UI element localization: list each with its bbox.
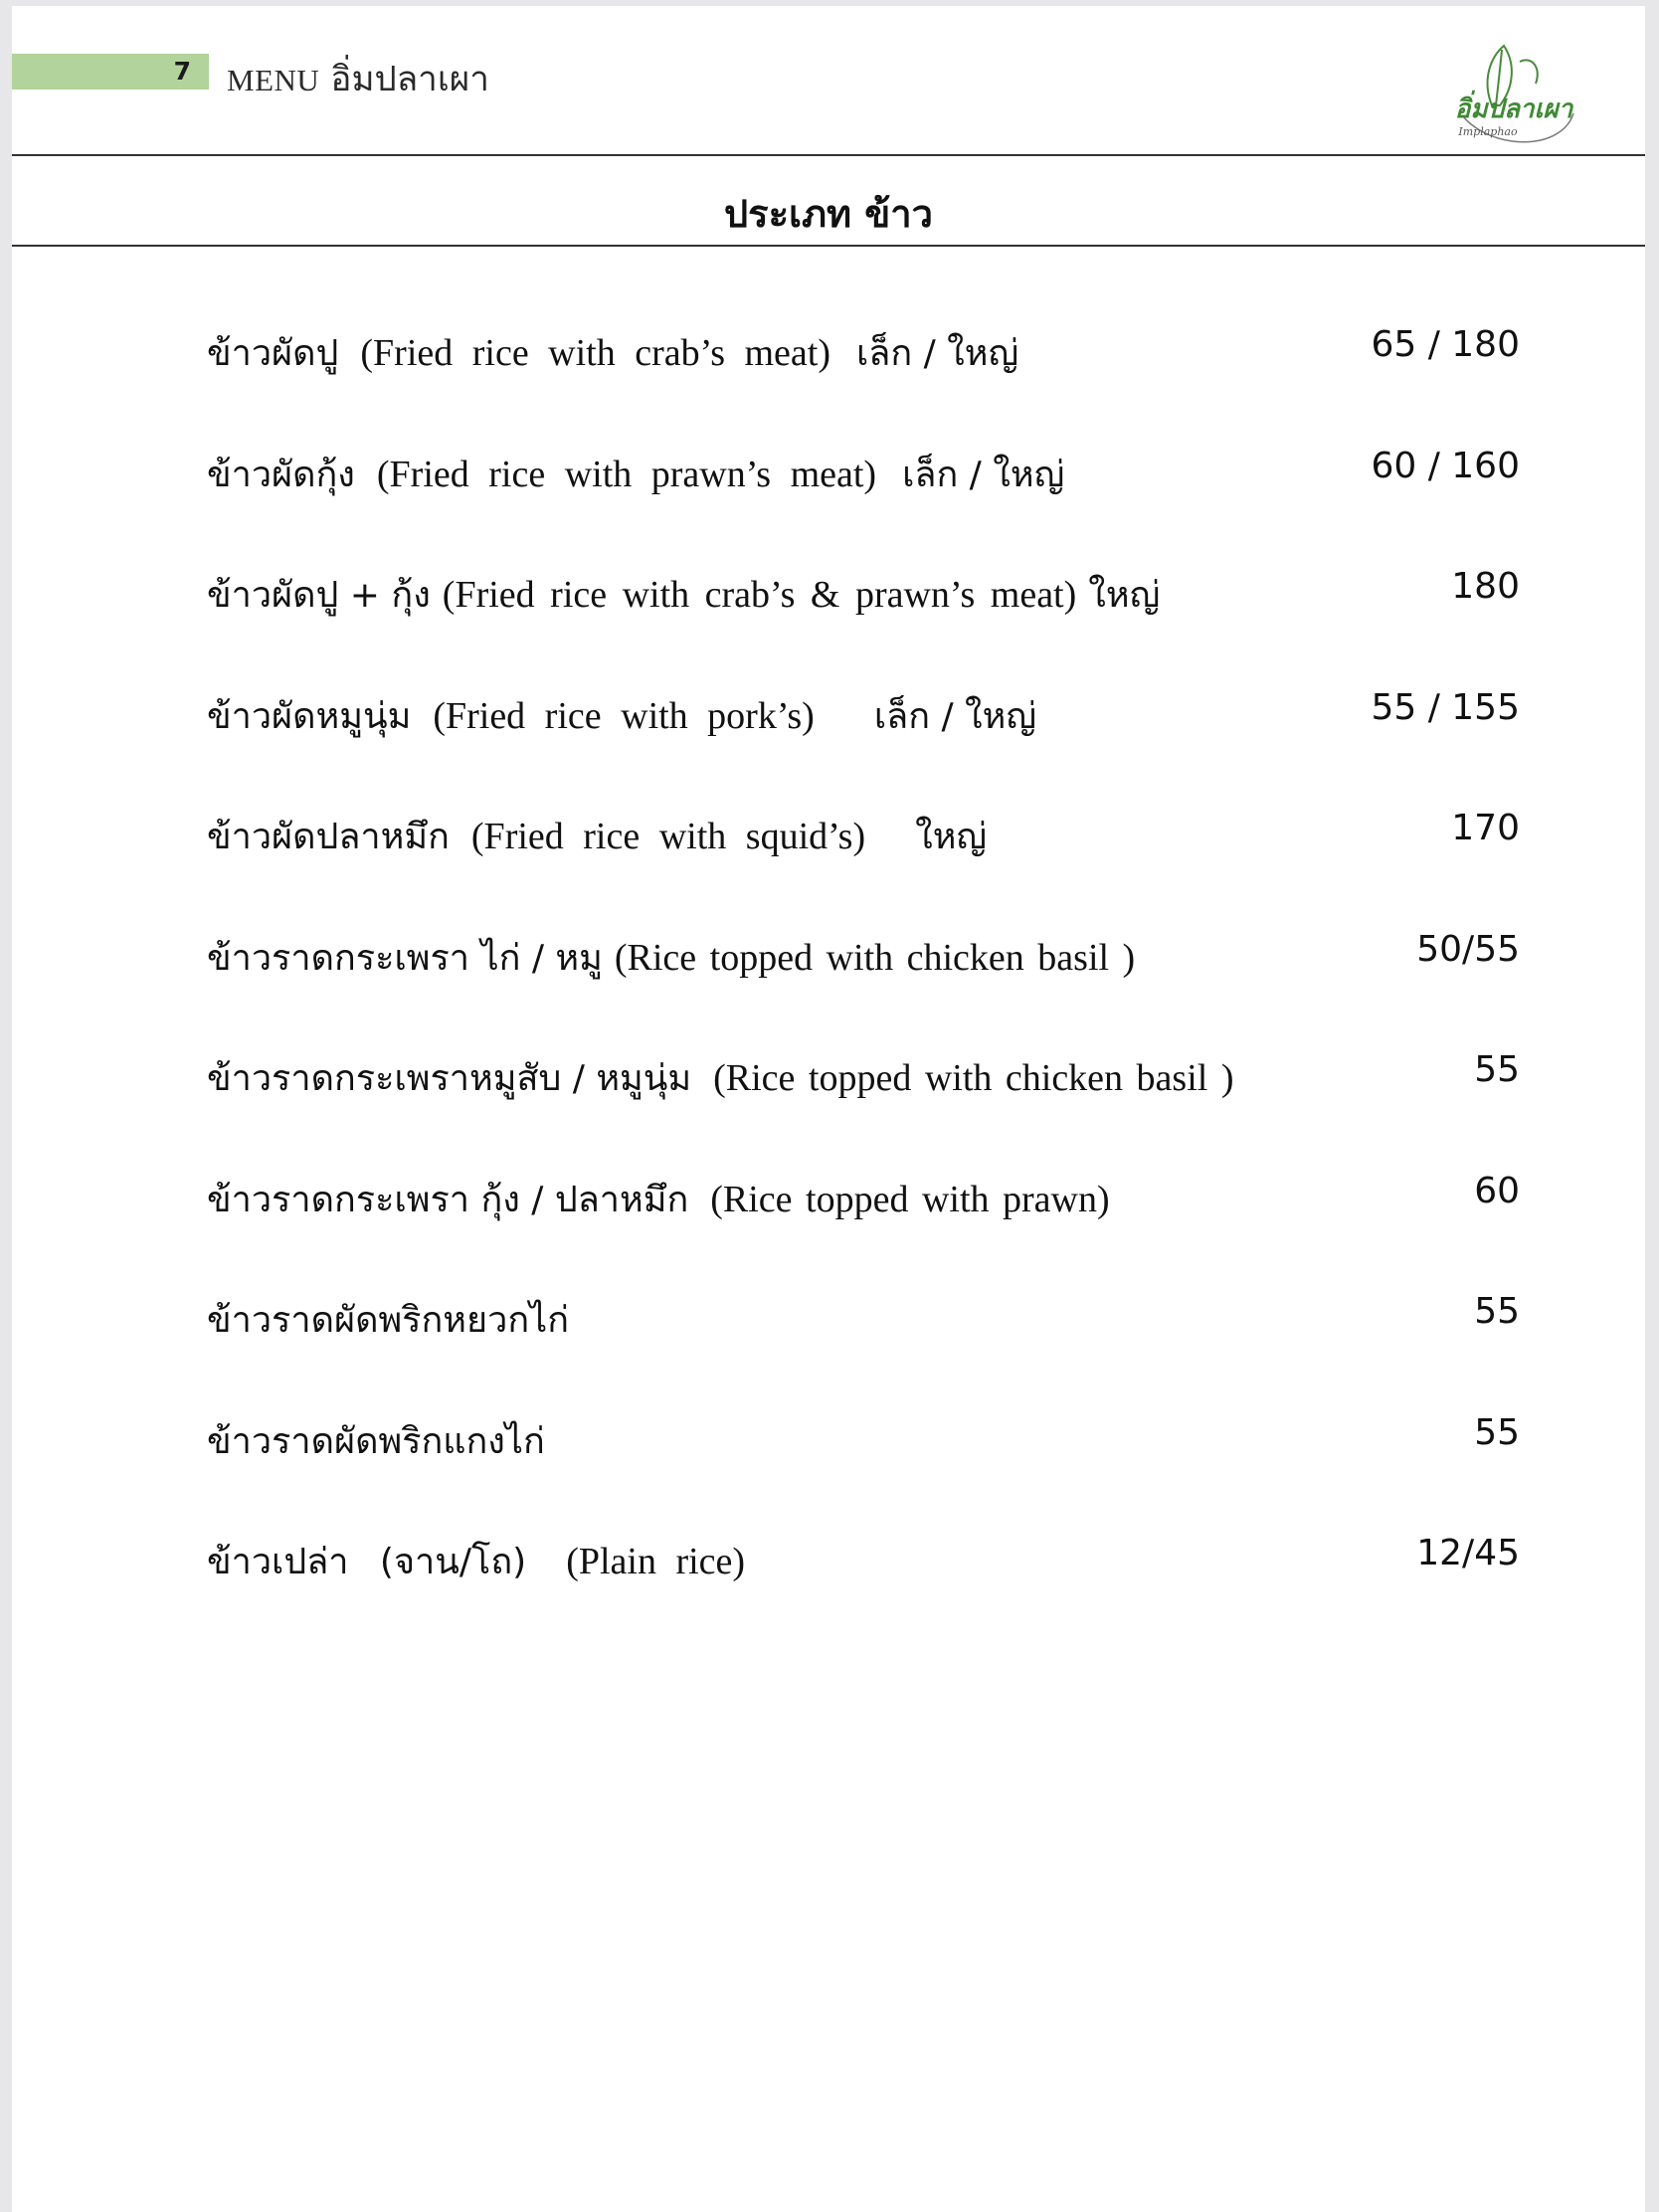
item-name bbox=[207, 324, 1018, 381]
item-thai-name: ข้าวผัดปู bbox=[207, 333, 339, 374]
item-price: 60 / 160 bbox=[1371, 445, 1520, 486]
item-price: 55 / 155 bbox=[1371, 686, 1520, 728]
item-english-name: (Fried rice with pork’s) bbox=[433, 694, 815, 737]
menu-item bbox=[207, 324, 1520, 446]
item-thai-name: ข้าวเปล่า (จาน/โถ) bbox=[207, 1542, 527, 1582]
item-price: 55 bbox=[1474, 1291, 1520, 1332]
item-english-name: (Fried rice with crab’s & prawn’s meat) bbox=[442, 574, 1077, 616]
item-english-name: (Fried rice with prawn’s meat) bbox=[376, 453, 877, 495]
item-thai-name: ข้าวราดกระเพรา ไก่ / หมู bbox=[207, 937, 603, 979]
menu-item bbox=[207, 687, 1520, 809]
item-name bbox=[207, 566, 1160, 623]
menu-item bbox=[207, 808, 1520, 929]
running-head-menu: MENU bbox=[227, 63, 320, 97]
menu-item bbox=[207, 1291, 1520, 1412]
menu-item bbox=[207, 1049, 1520, 1171]
item-size: ใหญ่ bbox=[1088, 575, 1161, 616]
item-price: 65 / 180 bbox=[1371, 324, 1520, 365]
menu-item bbox=[207, 929, 1520, 1050]
menu-item bbox=[207, 1412, 1520, 1534]
running-head-restaurant: อิ่มปลาเผา bbox=[330, 60, 489, 99]
menu-list bbox=[207, 324, 1520, 1654]
menu-item bbox=[207, 1171, 1520, 1292]
item-thai-name: ข้าวผัดปลาหมึก bbox=[207, 817, 450, 857]
item-name bbox=[207, 808, 987, 864]
restaurant-logo bbox=[1432, 36, 1591, 155]
item-english-name: (Rice topped with prawn) bbox=[710, 1178, 1110, 1220]
section-title: ประเภท ข้าว bbox=[724, 192, 933, 236]
logo-wordmark: อิ่มปลาเผา bbox=[1454, 94, 1573, 124]
item-name bbox=[207, 446, 1064, 502]
item-size: เล็ก / ใหญ่ bbox=[855, 333, 1019, 374]
item-name bbox=[207, 1533, 745, 1589]
item-thai-name: ข้าวผัดปู + กุ้ง bbox=[207, 575, 431, 616]
item-thai-name: ข้าวผัดกุ้ง bbox=[207, 454, 355, 495]
item-name bbox=[207, 1412, 545, 1469]
item-english-name: (Plain rice) bbox=[566, 1541, 746, 1582]
page-number-tab bbox=[12, 54, 209, 90]
item-size: ใหญ่ bbox=[915, 817, 988, 857]
item-name bbox=[207, 929, 1135, 986]
item-english-name: (Fried rice with crab’s meat) bbox=[360, 332, 830, 374]
item-thai-name: ข้าวราดกระเพรา กุ้ง / ปลาหมึก bbox=[207, 1179, 689, 1220]
section-divider bbox=[12, 245, 1645, 247]
item-english-name: (Rice topped with chicken basil ) bbox=[713, 1057, 1234, 1099]
item-price: 60 bbox=[1474, 1170, 1520, 1211]
item-name bbox=[207, 687, 1036, 744]
item-thai-name: ข้าวผัดหมูนุ่ม bbox=[207, 695, 412, 737]
item-thai-name: ข้าวราดผัดพริกแกงไก่ bbox=[207, 1420, 545, 1462]
item-size: เล็ก / ใหญ่ bbox=[873, 695, 1037, 737]
item-name bbox=[207, 1291, 569, 1348]
running-head bbox=[227, 52, 489, 106]
menu-item bbox=[207, 446, 1520, 567]
item-name bbox=[207, 1171, 1110, 1227]
header-divider bbox=[12, 154, 1645, 156]
item-price: 55 bbox=[1474, 1049, 1520, 1090]
menu-page bbox=[12, 6, 1645, 2212]
item-english-name: (Fried rice with squid’s) bbox=[470, 816, 866, 857]
item-thai-name: ข้าวราดผัดพริกหยวกไก่ bbox=[207, 1300, 570, 1341]
item-size: เล็ก / ใหญ่ bbox=[902, 454, 1065, 495]
item-name bbox=[207, 1049, 1233, 1106]
item-price: 180 bbox=[1451, 566, 1520, 607]
menu-item bbox=[207, 1533, 1520, 1654]
logo-subtext: Implaphao bbox=[1458, 125, 1518, 138]
item-thai-name: ข้าวราดกระเพราหมูสับ / หมูนุ่ม bbox=[207, 1058, 692, 1099]
page-number: 7 bbox=[173, 57, 191, 86]
item-price: 170 bbox=[1451, 808, 1520, 848]
menu-item bbox=[207, 566, 1520, 687]
item-price: 55 bbox=[1474, 1411, 1520, 1453]
item-english-name: (Rice topped with chicken basil ) bbox=[614, 936, 1136, 979]
item-price: 12/45 bbox=[1416, 1533, 1520, 1573]
item-price: 50/55 bbox=[1416, 928, 1520, 970]
